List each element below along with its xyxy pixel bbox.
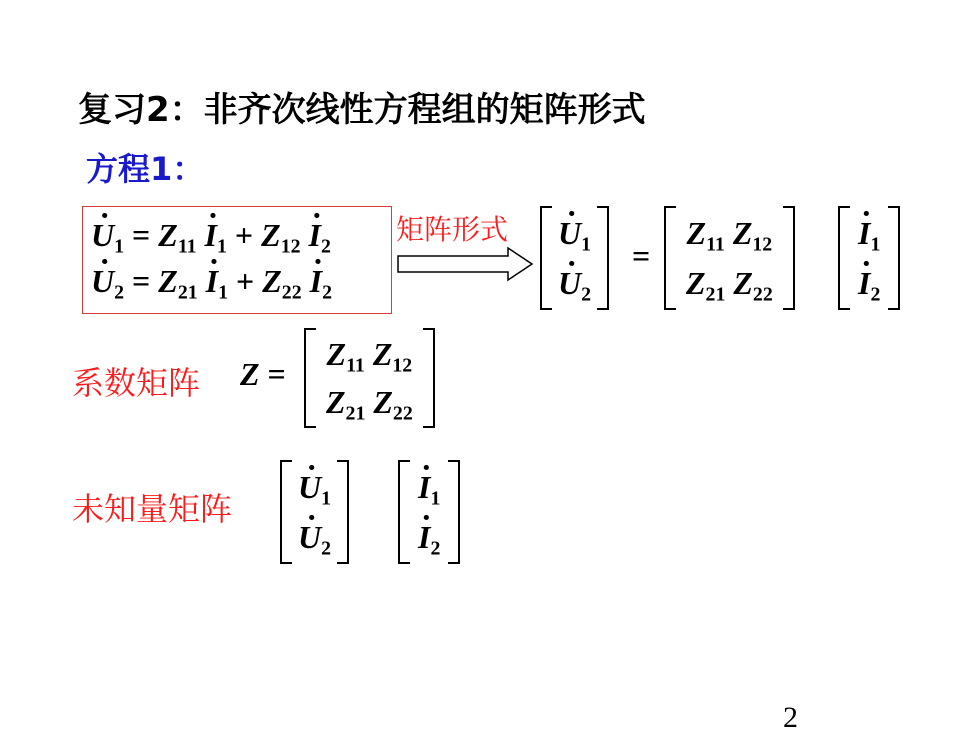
page-number: 2 <box>783 701 798 734</box>
subscript: 12 <box>280 235 301 258</box>
unknown-matrix-label: 未知量矩阵 <box>72 490 233 528</box>
subscript: 22 <box>281 281 302 304</box>
current-symbol: I · <box>206 259 218 303</box>
right-bracket <box>423 328 435 428</box>
equals-sign: = <box>132 217 151 253</box>
right-bracket <box>337 460 349 564</box>
subscript: 2 <box>114 281 125 304</box>
equals-sign: = <box>632 238 651 274</box>
unknown-voltage-vector: $U \cdot_1$ $U \cdot_2$ <box>280 460 349 564</box>
coefficient-matrix-label: 系数矩阵 <box>72 364 201 402</box>
equation-heading: 方程1： <box>86 150 205 188</box>
subscript: 1 <box>217 235 227 258</box>
current-symbol: I · <box>205 213 217 257</box>
current-symbol: I · <box>309 213 321 257</box>
impedance-symbol: Z <box>158 263 178 299</box>
plus-sign: + <box>236 263 255 299</box>
subscript: 2 <box>322 281 332 304</box>
right-bracket <box>448 460 460 564</box>
unknown-current-vector: $I \cdot_1$ $I \cdot_2$ <box>398 460 460 564</box>
impedance-matrix: $Z_{11}$ $Z_{12}$ $Z_{21}$ $Z_{22}$ <box>664 206 795 310</box>
coefficient-symbol: Z = <box>240 356 286 392</box>
right-bracket <box>597 206 609 310</box>
equation-box <box>82 206 392 314</box>
current-vector: $I \cdot_1$ $I \cdot_2$ <box>838 206 900 310</box>
left-bracket <box>664 206 676 310</box>
left-bracket <box>838 206 850 310</box>
subscript: 21 <box>177 281 198 304</box>
right-bracket <box>888 206 900 310</box>
voltage-symbol: U · <box>91 213 114 257</box>
matrix-form-label: 矩阵形式 <box>396 213 509 246</box>
subscript: 1 <box>114 235 125 258</box>
subscript: 11 <box>177 235 197 258</box>
plus-sign: + <box>234 217 254 253</box>
right-arrow-icon <box>396 246 536 282</box>
equals-sign: = <box>132 263 151 299</box>
left-bracket <box>304 328 316 428</box>
left-bracket <box>398 460 410 564</box>
equation-line-2 <box>91 259 332 303</box>
voltage-symbol: U · <box>91 259 114 303</box>
subscript: 2 <box>320 235 331 258</box>
voltage-vector: $U \cdot_1$ $U \cdot_2$ <box>540 206 609 310</box>
coefficient-matrix: $Z_{11}$ $Z_{12}$ $Z_{21}$ $Z_{22}$ <box>304 328 435 428</box>
left-bracket <box>280 460 292 564</box>
page-title: 复习2：非齐次线性方程组的矩阵形式 <box>78 90 646 130</box>
impedance-symbol: Z <box>158 217 178 253</box>
impedance-symbol: Z <box>262 263 282 299</box>
right-bracket <box>783 206 795 310</box>
impedance-symbol: Z <box>261 217 281 253</box>
current-symbol: I · <box>310 259 322 303</box>
subscript: 1 <box>218 281 229 304</box>
left-bracket <box>540 206 552 310</box>
